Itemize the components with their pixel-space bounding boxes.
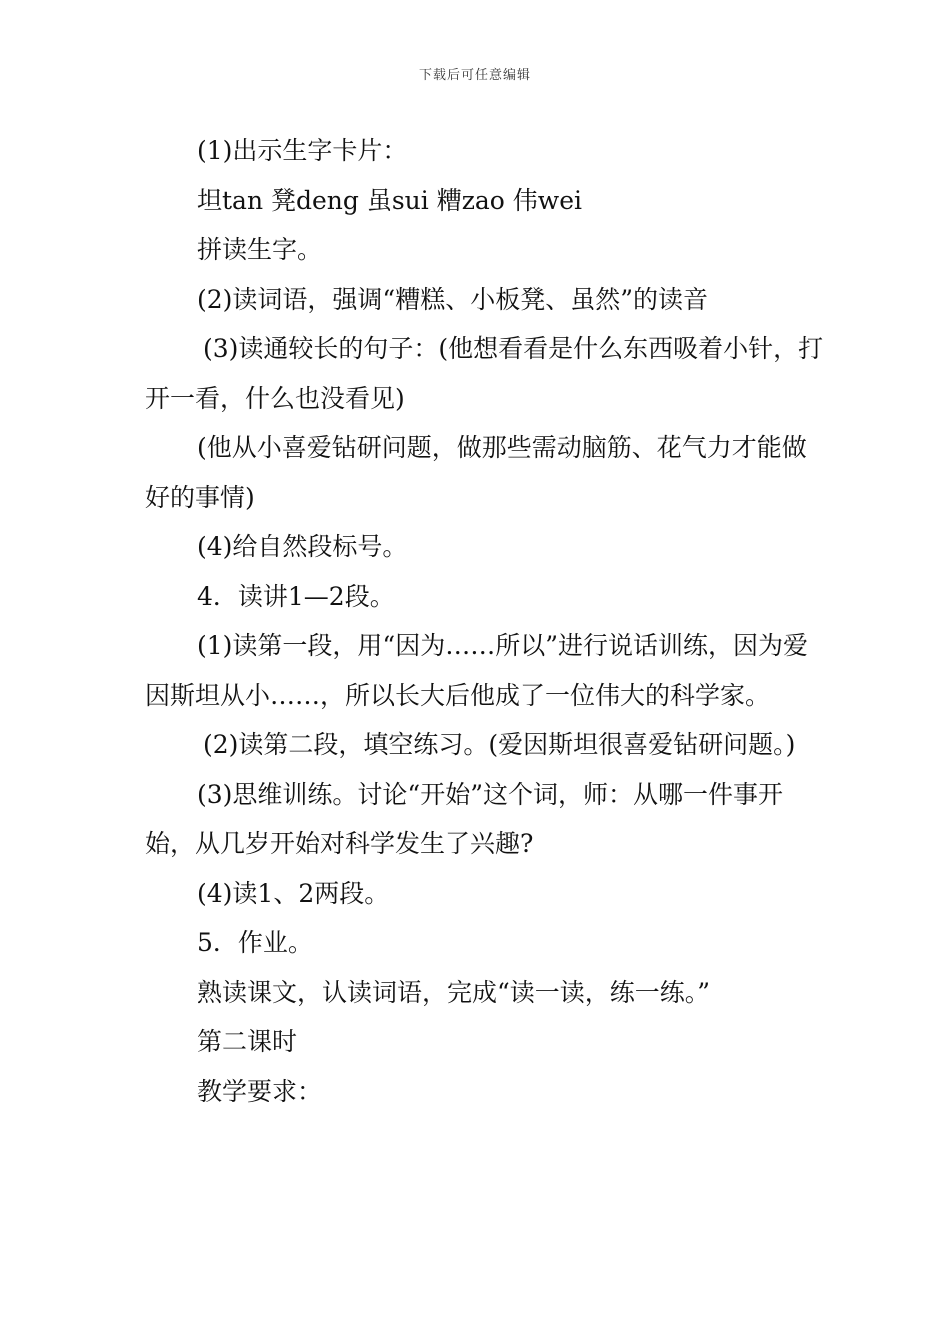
paragraph-spell-read: 拼读生字。 (197, 235, 323, 264)
paragraph-teaching-requirements: 教学要求： (197, 1076, 323, 1106)
paragraph-sentence-example: (他从小喜爱钻研问题，做那些需动脑筋、花气力才能做好的事情) (145, 433, 807, 512)
paragraph-section-4-heading: 4．读讲1—2段。 (197, 581, 395, 611)
document-body (145, 126, 825, 1116)
paragraph-number-sections: (4)给自然段标号。 (197, 532, 408, 561)
paragraph-read-long-sentence: (3)读通较长的句子：(他想看看是什么东西吸着小针，打开一看，什么也没看见) (145, 334, 824, 413)
paragraph-thinking-training: (3)思维训练。讨论“开始”这个词，师：从哪一件事开始，从几岁开始对科学发生了兴趣? (145, 779, 783, 858)
paragraph-show-cards: (1)出示生字卡片： (197, 136, 408, 165)
paragraph-homework-detail: 熟读课文，认读词语，完成“读一读，练一练。” (197, 977, 711, 1007)
page-header-note: 下载后可任意编辑 (418, 68, 531, 83)
paragraph-read-second-section: (2)读第二段，填空练习。(爱因斯坦很喜爱钻研问题。) (203, 730, 796, 759)
paragraph-read-words: (2)读词语，强调“糟糕、小板凳、虽然”的读音 (197, 284, 708, 314)
paragraph-new-characters: 坦tan 凳deng 虽sui 糟zao 伟wei (197, 185, 582, 215)
paragraph-read-first-section: (1)读第一段，用“因为……所以”进行说话训练，因为爱因斯坦从小……，所以长大后他成了一位伟大的科学家。 (145, 631, 808, 710)
paragraph-homework-heading: 5．作业。 (197, 928, 313, 957)
paragraph-second-lesson: 第二课时 (197, 1027, 298, 1056)
paragraph-read-two-sections: (4)读1、2两段。 (197, 878, 390, 908)
